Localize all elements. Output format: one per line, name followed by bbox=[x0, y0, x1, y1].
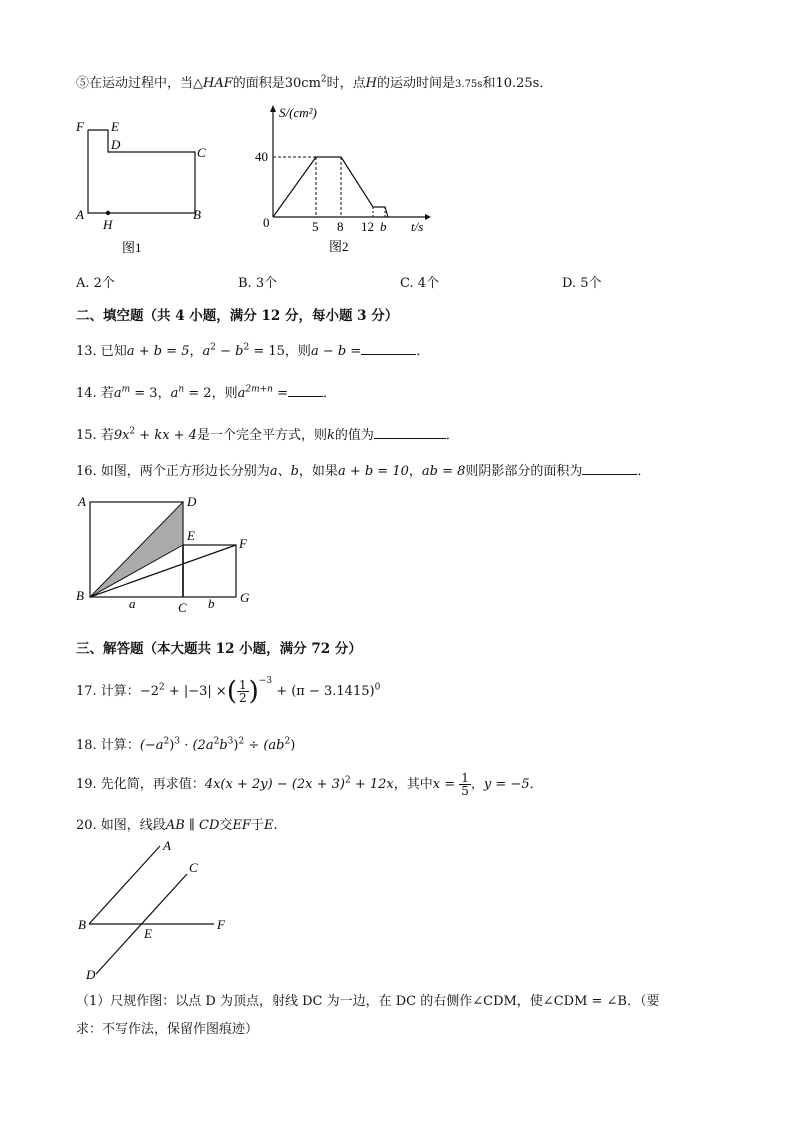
answer-blank[interactable] bbox=[288, 384, 323, 397]
fig2-origin: 0 bbox=[263, 215, 270, 230]
fig2-xlabel: t/s bbox=[411, 219, 424, 234]
answer-blank[interactable] bbox=[582, 462, 637, 475]
section-3-title: 三、解答题（本大题共 12 小题，满分 72 分） bbox=[76, 641, 362, 657]
question-20: 20. 如图，线段AB ∥ CD交EF于E. bbox=[76, 818, 278, 833]
fig1-label-d: D bbox=[111, 137, 121, 152]
fig1-label-h: H bbox=[103, 217, 113, 232]
fig16-label-d: D bbox=[187, 494, 197, 509]
fig2-x5: 5 bbox=[312, 219, 319, 234]
fig2-x12: 12 bbox=[361, 219, 374, 234]
fig20-label-d: D bbox=[86, 967, 96, 982]
fig2-y40: 40 bbox=[255, 149, 268, 164]
fig1-label-b: B bbox=[193, 207, 201, 222]
fig16-label-a: A bbox=[78, 494, 86, 509]
fig20-label-a: A bbox=[163, 838, 171, 853]
option-a: A. 2个 bbox=[76, 276, 115, 291]
fig16-label-e: E bbox=[187, 528, 195, 543]
answer-blank[interactable] bbox=[361, 342, 416, 355]
fig1-label-a: A bbox=[76, 207, 84, 222]
fraction-half: $\frac{1}{2}$ bbox=[238, 678, 247, 705]
fig20-label-e: E bbox=[144, 926, 152, 941]
q20-sub1-line1: （1）尺规作图：以点 D 为顶点，射线 DC 为一边，在 DC 的右侧作∠CDM，使∠CDM = ∠B．（要 bbox=[76, 994, 660, 1009]
fig16-label-g: G bbox=[240, 590, 250, 605]
fig2-x8: 8 bbox=[337, 219, 344, 234]
q20-sub1-line2: 求：不写作法，保留作图痕迹） bbox=[76, 1022, 259, 1037]
fig2-xb: b bbox=[380, 219, 387, 234]
q12-item5: ⑤在运动过程中，当△HAF的面积是$30cm^2$时，点H的运动时间是3.75s和10.25s． bbox=[76, 74, 553, 91]
q20-figure bbox=[72, 836, 242, 986]
fig16-label-f: F bbox=[239, 536, 247, 551]
question-15: 15. 若$9x^2$ + kx + 4是一个完全平方式，则k的值为 ． bbox=[76, 426, 459, 443]
fig16-label-c: C bbox=[178, 600, 187, 615]
fig2-ylabel: S/(cm²) bbox=[279, 105, 317, 120]
question-19: 19. 先化简，再求值：$4x(x + 2y) - (2x + 3)^2 + 12x$，其中x = $\frac{1}{5}$ ，y = −5． bbox=[76, 771, 543, 798]
fig20-label-b: B bbox=[78, 917, 86, 932]
option-d: D. 5个 bbox=[562, 276, 602, 291]
answer-blank[interactable] bbox=[374, 426, 446, 439]
q16-figure bbox=[72, 490, 262, 620]
fig1-label-c: C bbox=[197, 145, 206, 160]
question-13: 13. 已知a + b = 5，$a^2 - b^2 = 15$，则a − b = ． bbox=[76, 342, 430, 359]
option-b: B. 3个 bbox=[238, 276, 278, 291]
fig1-caption: 图1 bbox=[122, 240, 142, 255]
fig20-label-c: C bbox=[189, 860, 198, 875]
question-16: 16. 如图，两个正方形边长分别为a、b，如果a + b = 10，ab = 8则阴影部分的面积为 ． bbox=[76, 464, 651, 479]
fig16-label-b-side: b bbox=[208, 596, 215, 611]
option-c: C. 4个 bbox=[400, 276, 440, 291]
question-18: 18. 计算：$(-a^2)^3 \cdot (2a^2b^3)^2 \div (ab^2)$ bbox=[76, 736, 296, 753]
fig16-label-b: B bbox=[76, 588, 84, 603]
fig16-label-a-side: a bbox=[129, 596, 136, 611]
fig2-caption: 图2 bbox=[329, 239, 349, 254]
fig1-label-f: F bbox=[76, 119, 84, 134]
figure-2 bbox=[255, 100, 435, 260]
fig1-label-e: E bbox=[111, 119, 119, 134]
question-17: 17. 计算：$-2^2 + |-3|$ ×( $\frac{1}{2}$ )$^{-3} + (\pi - 3.1415)^0$ bbox=[76, 676, 381, 707]
figure-1 bbox=[70, 112, 220, 262]
fig20-label-f: F bbox=[217, 917, 225, 932]
fraction-fifth: $\frac{1}{5}$ bbox=[461, 771, 469, 798]
section-2-title: 二、填空题（共 4 小题，满分 12 分，每小题 3 分） bbox=[76, 308, 399, 324]
question-14: 14. 若$a^m = 3$，$a^n = 2$，则$a^{2m+n}$ = ． bbox=[76, 384, 337, 401]
